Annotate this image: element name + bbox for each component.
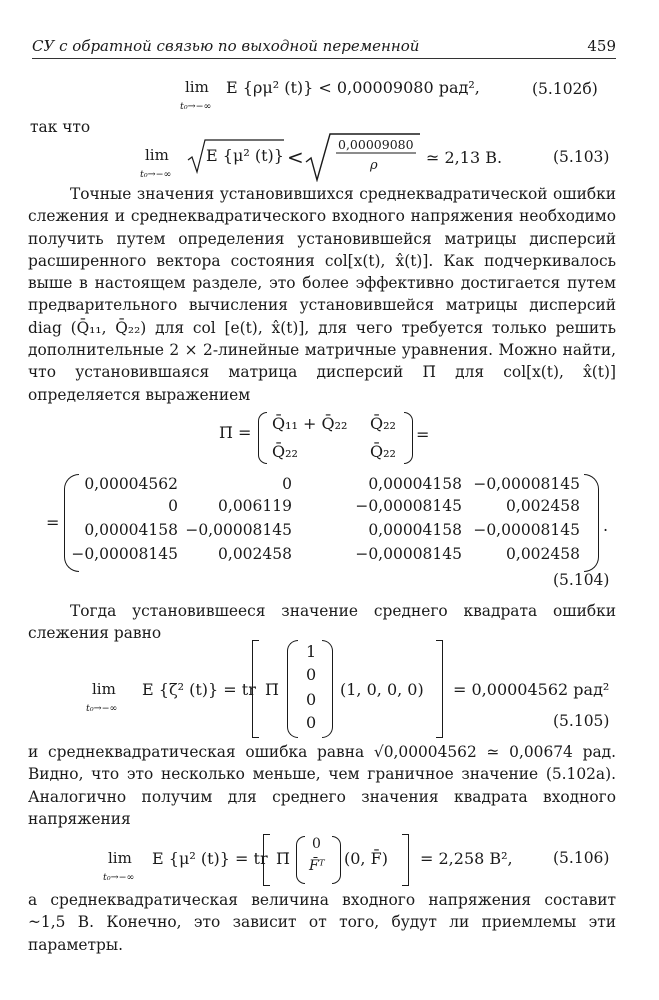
pi-def-m22: Q̄₂₂ [370, 442, 396, 461]
text-tak-chto: так что [30, 118, 91, 136]
eq-5-106-lim: lim [108, 849, 132, 867]
matrix-cell: −0,00008145 [355, 497, 462, 515]
eq-5-105-left-bracket [252, 640, 259, 738]
matrix-cell: 0,00004158 [84, 521, 178, 539]
eq-5-106-col-right-paren [332, 836, 341, 884]
eq-5-102b-number: (5.102б) [532, 80, 598, 98]
matrix-cell: 0,00004158 [368, 521, 462, 539]
pi-def-left-paren [258, 412, 267, 464]
running-header [32, 34, 616, 59]
eq-5-106-row: (0, F̄) [344, 849, 388, 868]
pi-def-m21: Q̄₂₂ [272, 442, 298, 461]
eq-5-103-frac-num: 0,00009080 [338, 137, 414, 152]
eq-5-105-lim: lim [92, 680, 116, 698]
eq-5-106-col-left-paren [296, 836, 305, 884]
paragraph-2: Тогда установившееся значение среднего квадрата ошибки слежения равно [28, 602, 616, 643]
eq-5-105-row: (1, 0, 0, 0) [340, 680, 424, 699]
matrix-cell: 0 [168, 497, 178, 515]
eq-5-102b-lim-sub: t₀→−∞ [180, 101, 212, 112]
running-title: СУ с обратной связью по выходной переменной [32, 37, 420, 55]
pi-def-m11: Q̄₁₁ + Q̄₂₂ [272, 414, 348, 433]
eq-5-105-lhs: E {ζ² (t)} = tr [142, 680, 256, 699]
eq-5-106-right-bracket [402, 834, 409, 886]
pi-def-m12: Q̄₂₂ [370, 414, 396, 433]
eq-5-106-left-bracket [263, 834, 270, 886]
eq-5-106-pi: Π̄ [276, 849, 290, 868]
eq-5-103-number: (5.103) [553, 148, 610, 166]
eq-5-105-number: (5.105) [553, 712, 610, 730]
eq-5-106-rhs: = 2,258 В², [420, 849, 513, 868]
eq-5-105-right-bracket [436, 640, 443, 738]
matrix-cell: 0,00004158 [368, 475, 462, 493]
paragraph-3: и среднеквадратическая ошибка равна √0,00004562 ≃ 0,00674 рад. Видно, что это несколько меньше, чем граничное значение (5.102а). Аналогично получим для среднего значения квадрата входного напряжения [28, 743, 616, 828]
eq-5-103-frac-den: ρ [370, 158, 378, 173]
matrix-eq-sign: = [46, 513, 60, 532]
eq-5-103-sqrt-body: E {μ² (t)} [206, 146, 284, 165]
eq-5-105-col-1: 0 [306, 665, 317, 684]
eq-5-103-rhs: ≃ 2,13 В. [426, 148, 503, 167]
matrix-cell: 0,006119 [218, 497, 292, 515]
pi-def-rhs: = [416, 425, 430, 444]
paragraph-4: а среднеквадратическая величина входного напряжения составит ~1,5 В. Конечно, это зависит от того, будут ли приемлемы эти параметры. [28, 891, 616, 954]
matrix-cell: −0,00008145 [473, 475, 580, 493]
pi-def-right-paren [404, 412, 413, 464]
eq-5-102b-lim: lim [185, 78, 209, 96]
eq-5-105-col-left-paren [287, 640, 298, 738]
matrix-cell: 0 [282, 475, 292, 493]
matrix-period: . [603, 516, 609, 535]
matrix-cell: 0,002458 [218, 545, 292, 563]
eq-5-103-lim: lim [145, 146, 169, 164]
eq-5-103-lt: < [287, 145, 304, 169]
eq-5-102b-body: E {ρμ² (t)} < 0,00009080 рад², [226, 78, 480, 97]
eq-5-106-lim-sub: t₀→−∞ [103, 872, 135, 883]
matrix-cell: −0,00008145 [473, 521, 580, 539]
matrix-cell: −0,00008145 [185, 521, 292, 539]
eq-5-105-lim-sub: t₀→−∞ [86, 703, 118, 714]
eq-5-106-col-top: 0 [312, 836, 321, 852]
matrix-cell: −0,00008145 [355, 545, 462, 563]
eq-5-103-lim-sub: t₀→−∞ [140, 169, 172, 180]
paragraph-1: Точные значения установившихся среднеквадратической ошибки слежения и среднеквадратического входного напряжения необходимо получить путем определения установившейся матрицы дисперсий расширенного вектора состояния col[x(t), x̂(t)]. Как подчеркивалось выше в настоящем разделе, это более эффективно достигается путем предварительного вычисления установившейся матрицы дисперсий diag (Q̄₁₁, Q̄₂₂) для col [e(t), x̂(t)], для чего требуется только решить дополнительные 2 × 2-линейные матричные уравнения. Можно найти, что установившаяся матрица дисперсий Π̄ для col[x(t), x̂(t)] определяется выражением [28, 185, 616, 404]
eq-5-105-col-3: 0 [306, 713, 317, 732]
page-number: 459 [587, 37, 616, 55]
matrix-cell: −0,00008145 [71, 545, 178, 563]
eq-5-105-pi: Π̄ [265, 680, 279, 699]
matrix-cell: 0,002458 [506, 497, 580, 515]
eq-5-106-lhs: E {μ² (t)} = tr [152, 849, 268, 868]
matrix-cell: 0,00004562 [84, 475, 178, 493]
matrix-cell: 0,002458 [506, 545, 580, 563]
eq-5-104-number: (5.104) [553, 571, 610, 589]
matrix-right-paren [584, 474, 599, 572]
eq-5-105-col-0: 1 [306, 642, 317, 661]
eq-5-105-col-2: 0 [306, 690, 317, 709]
pi-def-lhs: Π̄ = [219, 423, 252, 442]
eq-5-106-col-bot: F̄ᵀ [309, 858, 325, 874]
eq-5-105-rhs: = 0,00004562 рад² [453, 680, 610, 699]
eq-5-105-col-right-paren [322, 640, 333, 738]
eq-5-106-number: (5.106) [553, 849, 610, 867]
